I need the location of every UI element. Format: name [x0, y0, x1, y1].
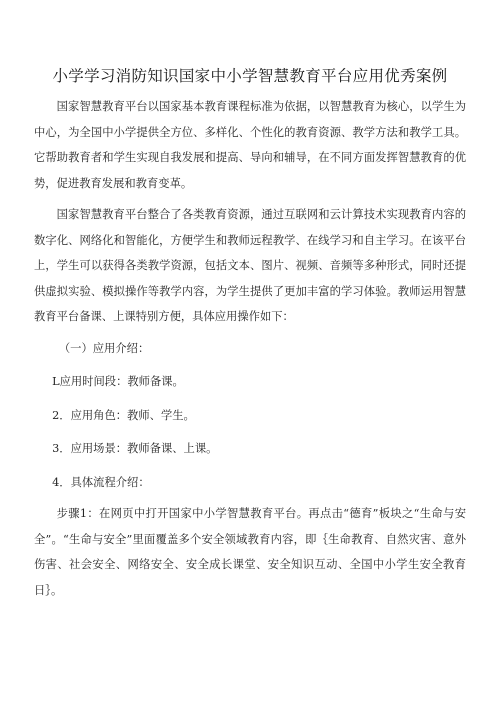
- section-heading: （一）应用介绍：: [58, 341, 150, 355]
- document-body: [34, 94, 466, 603]
- list-item-process: 4．具体流程介绍：: [52, 475, 150, 489]
- paragraph-intro: 国家智慧教育平台以国家基本教育课程标准为依据，以智慧教育为核心，以学生为中心，为全国中小学提供全方位、多样化、个性化的教育资源、教学方法和教学工具。它帮助教育者和学生实现自我发展和提高、导向和辅导，在不同方面发挥智慧教育的优势，促进教育发展和教育变革。: [34, 100, 466, 190]
- list-item-role: 2．应用角色：教师、学生。: [52, 408, 195, 422]
- list-item-time: L应用时间段：教师备课。: [52, 375, 184, 388]
- paragraph-step1: 步骤1：在网页中打开国家中小学智慧教育平台。再点击“德育”板块之“生命与安全”。“生命与安全”里面覆盖多个安全领域教育内容，即｛生命教育、自然灾害、意外伤害、社会安全、网络安全、安全成长课堂、安全知识互动、全国中小学生安全教育日｝。: [34, 507, 466, 597]
- list-item-scene: 3．应用场景：教师备课、上课。: [52, 442, 218, 455]
- paragraph-platform: 国家智慧教育平台整合了各类教育资源，通过互联网和云计算技术实现教育内容的数字化、网络化和智能化，方便学生和教师远程教学、在线学习和自主学习。在该平台上，学生可以获得各类教学资源，包括文本、图片、视频、音频等多种形式，同时还提供虚拟实验、模拟操作等教学内容，为学生提供了更加丰富的学习体验。教师运用智慧教育平台备课、上课特别方便，具体应用操作如下：: [34, 208, 466, 323]
- document-title: 小学学习消防知识国家中小学智慧教育平台应用优秀案例: [52, 67, 448, 85]
